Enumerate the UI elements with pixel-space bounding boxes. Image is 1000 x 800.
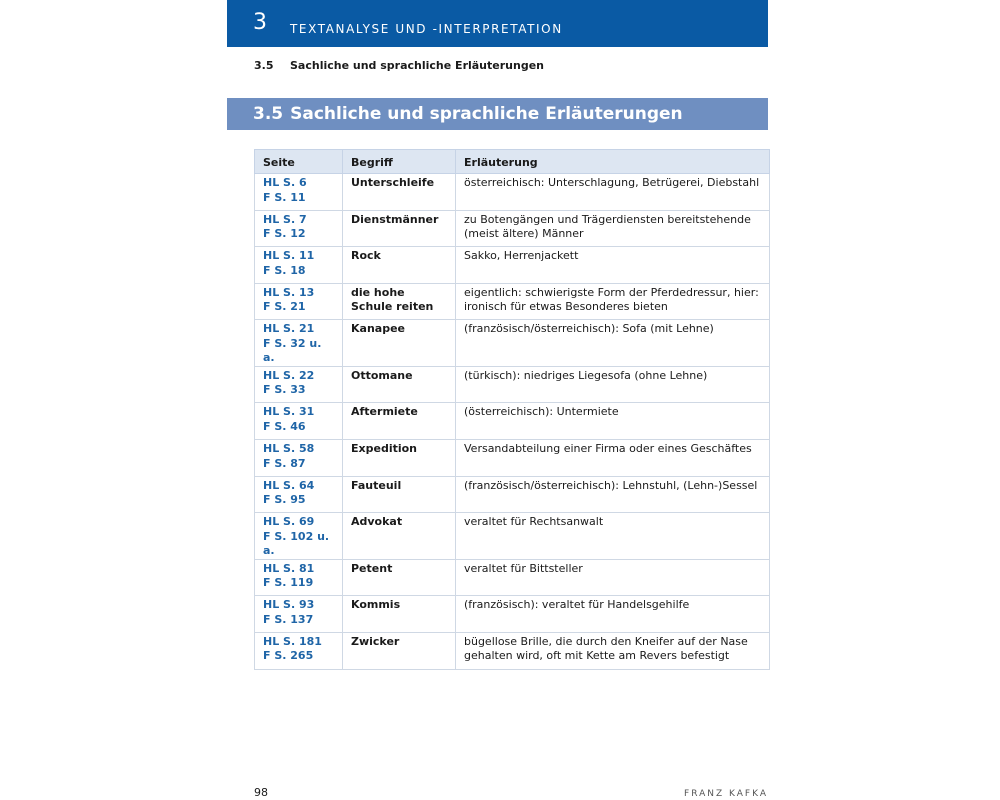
table-row	[255, 559, 770, 596]
page-reference	[255, 366, 343, 403]
f-page-ref: F S. 46	[263, 419, 306, 433]
chapter-header-bar	[227, 0, 768, 47]
term: Kommis	[343, 596, 456, 633]
explanation: (französisch/österreichisch): Sofa (mit Lehne)	[456, 320, 770, 367]
f-page-ref: F S. 33	[263, 383, 306, 397]
explanation: (österreichisch): Untermiete	[456, 403, 770, 440]
hl-page-ref: HL S. 7	[263, 212, 307, 226]
table-row	[255, 403, 770, 440]
page-reference	[255, 174, 343, 211]
explanation: bügellose Brille, die durch den Kneifer auf der Nase gehalten wird, oft mit Kette am Revers befestigt	[456, 632, 770, 669]
f-page-ref: F S. 87	[263, 456, 306, 470]
hl-page-ref: HL S. 6	[263, 176, 307, 189]
page-reference	[255, 476, 343, 513]
hl-page-ref: HL S. 181	[263, 634, 322, 648]
table-row	[255, 513, 770, 560]
column-header-begriff: Begriff	[343, 150, 456, 174]
f-page-ref: F S. 18	[263, 263, 306, 277]
term: Advokat	[343, 513, 456, 560]
term: Unterschleife	[343, 174, 456, 211]
explanation: veraltet für Rechtsanwalt	[456, 513, 770, 560]
page-reference	[255, 210, 343, 247]
section-heading-number: 3.5	[253, 104, 284, 124]
page-reference	[255, 320, 343, 367]
table-header-row	[255, 150, 770, 174]
term: Ottomane	[343, 366, 456, 403]
explanation: zu Botengängen und Trägerdiensten bereitstehende (meist ältere) Männer	[456, 210, 770, 247]
explanation: (französisch/österreichisch): Lehnstuhl, (Lehn-)Sessel	[456, 476, 770, 513]
f-page-ref: F S. 21	[263, 300, 306, 314]
term: Expedition	[343, 440, 456, 477]
f-page-ref: F S. 137	[263, 612, 314, 626]
table-row	[255, 366, 770, 403]
page-reference	[255, 632, 343, 669]
hl-page-ref: HL S. 93	[263, 598, 315, 612]
running-head-title: Sachliche und sprachliche Erläuterungen	[290, 59, 544, 72]
table-row	[255, 247, 770, 284]
hl-page-ref: HL S. 64	[263, 478, 315, 492]
hl-page-ref: HL S. 22	[263, 368, 315, 382]
table-row	[255, 210, 770, 247]
term: die hohe Schule reiten	[343, 283, 456, 320]
term: Aftermiete	[343, 403, 456, 440]
column-header-erlaeuterung: Erläuterung	[456, 150, 770, 174]
page-number: 98	[254, 786, 268, 799]
page-reference	[255, 596, 343, 633]
explanation: Versandabteilung einer Firma oder eines Geschäftes	[456, 440, 770, 477]
table-row	[255, 476, 770, 513]
term: Kanapee	[343, 320, 456, 367]
explanation: (türkisch): niedriges Liegesofa (ohne Lehne)	[456, 366, 770, 403]
hl-page-ref: HL S. 11	[263, 249, 315, 263]
f-page-ref: F S. 102 u. a.	[263, 529, 330, 558]
running-head-number: 3.5	[254, 59, 274, 72]
f-page-ref: F S. 12	[263, 227, 306, 241]
term: Zwicker	[343, 632, 456, 669]
term: Dienstmänner	[343, 210, 456, 247]
f-page-ref: F S. 95	[263, 493, 306, 507]
term: Petent	[343, 559, 456, 596]
table-row	[255, 320, 770, 367]
page-reference	[255, 513, 343, 560]
hl-page-ref: HL S. 31	[263, 405, 315, 419]
hl-page-ref: HL S. 81	[263, 561, 315, 575]
hl-page-ref: HL S. 69	[263, 515, 315, 529]
page-reference	[255, 559, 343, 596]
term: Fauteuil	[343, 476, 456, 513]
f-page-ref: F S. 32 u. a.	[263, 336, 322, 365]
hl-page-ref: HL S. 21	[263, 322, 315, 336]
column-header-seite: Seite	[255, 150, 343, 174]
section-title	[253, 104, 683, 124]
explanation: Sakko, Herrenjackett	[456, 247, 770, 284]
section-heading-band	[227, 98, 768, 130]
running-head	[254, 59, 544, 73]
author-name: FRANZ KAFKA	[684, 789, 768, 799]
f-page-ref: F S. 11	[263, 190, 306, 204]
page-reference	[255, 283, 343, 320]
explanation: (französisch): veraltet für Handelsgehilfe	[456, 596, 770, 633]
term: Rock	[343, 247, 456, 284]
table-row	[255, 283, 770, 320]
glossary-table	[254, 149, 770, 670]
page-reference	[255, 247, 343, 284]
chapter-number: 3	[253, 10, 267, 35]
explanation: veraltet für Bittsteller	[456, 559, 770, 596]
table-row	[255, 174, 770, 211]
hl-page-ref: HL S. 13	[263, 285, 315, 299]
f-page-ref: F S. 265	[263, 649, 314, 663]
section-heading-title: Sachliche und sprachliche Erläuterungen	[290, 104, 683, 124]
page-reference	[255, 440, 343, 477]
explanation: eigentlich: schwierigste Form der Pferdedressur, hier: ironisch für etwas Besonderes bieten	[456, 283, 770, 320]
table-row	[255, 632, 770, 669]
page-reference	[255, 403, 343, 440]
explanation: österreichisch: Unterschlagung, Betrügerei, Diebstahl	[456, 174, 770, 211]
table-row	[255, 440, 770, 477]
hl-page-ref: HL S. 58	[263, 442, 315, 456]
f-page-ref: F S. 119	[263, 576, 314, 590]
table-row	[255, 596, 770, 633]
chapter-title: TEXTANALYSE UND -INTERPRETATION	[290, 22, 563, 36]
